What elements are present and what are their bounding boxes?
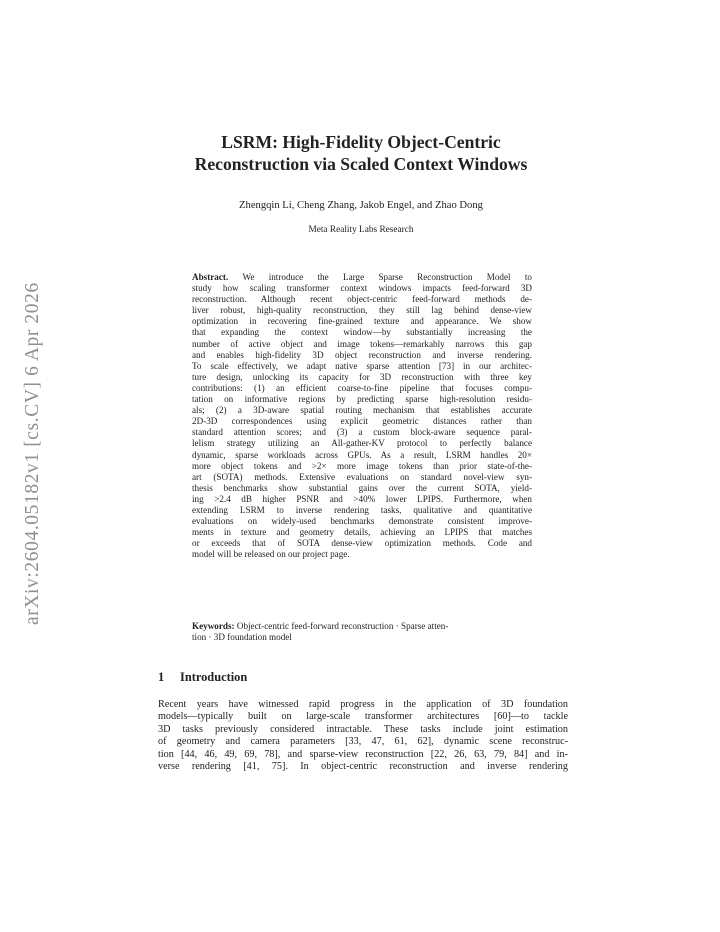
section-number: 1 — [158, 670, 165, 684]
section-heading — [158, 670, 247, 685]
intro-line: tion [44, 46, 49, 69, 78], and sparse-view reconstruction [22, 26, 63, 79, 84] and in- — [158, 748, 568, 760]
author-list: Zhengqin Li, Cheng Zhang, Jakob Engel, and Zhao Dong — [239, 200, 483, 211]
section-title: Introduction — [180, 670, 248, 684]
abstract-line: more object tokens and >2× more image tokens than prior state-of-the- — [192, 460, 532, 471]
abstract-line: tation on informative regions by predicting sparse high-resolution residu- — [192, 394, 532, 405]
abstract-line: 2D-3D correspondences using explicit geometric distances rather than — [192, 416, 532, 427]
abstract-line: model will be released on our project page. — [192, 549, 350, 560]
intro-line: Recent years have witnessed rapid progress in the application of 3D foundation — [158, 699, 568, 710]
intro-line: verse rendering [41, 75]. In object-centric reconstruction and inverse rendering — [158, 761, 568, 773]
keywords-line-text: Object-centric feed-forward reconstruction · Sparse atten- — [236, 621, 449, 631]
abstract-line: and enables high-fidelity 3D object reconstruction and inverse rendering. — [192, 349, 532, 360]
abstract-line: lelism strategy utilizing an All-gather-KV protocol to perfectly balance — [192, 438, 532, 449]
title-line-2: Reconstruction via Scaled Context Windows — [194, 154, 528, 174]
abstract-line: thesis benchmarks show substantial gains over the current SOTA, yield- — [192, 482, 532, 493]
keywords-label: Keywords: — [192, 621, 235, 631]
keywords-line: tion · 3D foundation model — [192, 632, 292, 643]
abstract-line: evaluations on widely-used benchmarks demonstrate consistent improve- — [192, 516, 532, 527]
abstract-line: or exceeds that of SOTA dense-view optimization methods. Code and — [192, 538, 532, 549]
abstract-line — [192, 272, 532, 283]
abstract-line: optimization in recovering fine-grained texture and appearance. We show — [192, 316, 532, 327]
abstract-line: art (SOTA) methods. Extensive evaluations on standard novel-view syn- — [192, 471, 532, 482]
intro-line: models—typically built on large-scale transformer architectures [60]—to tackle — [158, 711, 568, 723]
abstract-line: ture design, unlocking its capacity for 3D reconstruction with three key — [192, 371, 532, 382]
paper-title — [140, 131, 582, 175]
abstract-line: extending LSRM to inverse rendering tasks, qualitative and quantitative — [192, 504, 532, 515]
abstract-line: standard attention scores; and (3) a custom block-aware sequence paral- — [192, 427, 532, 438]
abstract-line: To scale effectively, we adapt native sparse attention [73] in our architec- — [192, 360, 532, 371]
introduction-paragraph — [158, 699, 568, 774]
intro-line: of geometry and camera parameters [33, 47, 61, 62], dynamic scene reconstruc- — [158, 736, 568, 748]
abstract-line: that expanding the context window—by substantially increasing the — [192, 327, 532, 338]
abstract-line: ments in texture and geometry details, achieving an LPIPS that matches — [192, 527, 532, 538]
abstract-line: number of active object and image tokens—remarkably narrows this gap — [192, 338, 532, 349]
title-line-1: LSRM: High-Fidelity Object-Centric — [221, 132, 501, 152]
keywords-line — [192, 621, 532, 632]
abstract-line: liver robust, high-quality reconstruction, they still lag behind dense-view — [192, 305, 532, 316]
affiliation: Meta Reality Labs Research — [308, 225, 414, 235]
abstract-label: Abstract. — [192, 272, 229, 282]
abstract-line: reconstruction. Although recent object-centric feed-forward methods de- — [192, 294, 532, 305]
keywords — [192, 621, 532, 643]
abstract-line: ing >2.4 dB higher PSNR and >40% lower LPIPS. Furthermore, when — [192, 493, 532, 504]
abstract-line: dynamic, sparse workloads across GPUs. As a result, LSRM handles 20× — [192, 449, 532, 460]
arxiv-identifier-stamp: arXiv:2604.05182v1 [cs.CV] 6 Apr 2026 — [22, 282, 43, 626]
intro-line: 3D tasks previously considered intractable. These tasks include joint estimation — [158, 723, 568, 735]
abstract-line: study how scaling transformer context windows impacts feed-forward 3D — [192, 283, 532, 294]
abstract — [192, 272, 532, 560]
abstract-line-text: We introduce the Large Sparse Reconstruction Model to — [242, 272, 532, 282]
abstract-line: contributions: (1) an efficient coarse-to-fine pipeline that focuses compu- — [192, 382, 532, 393]
abstract-line: als; (2) a 3D-aware spatial routing mechanism that establishes accurate — [192, 405, 532, 416]
